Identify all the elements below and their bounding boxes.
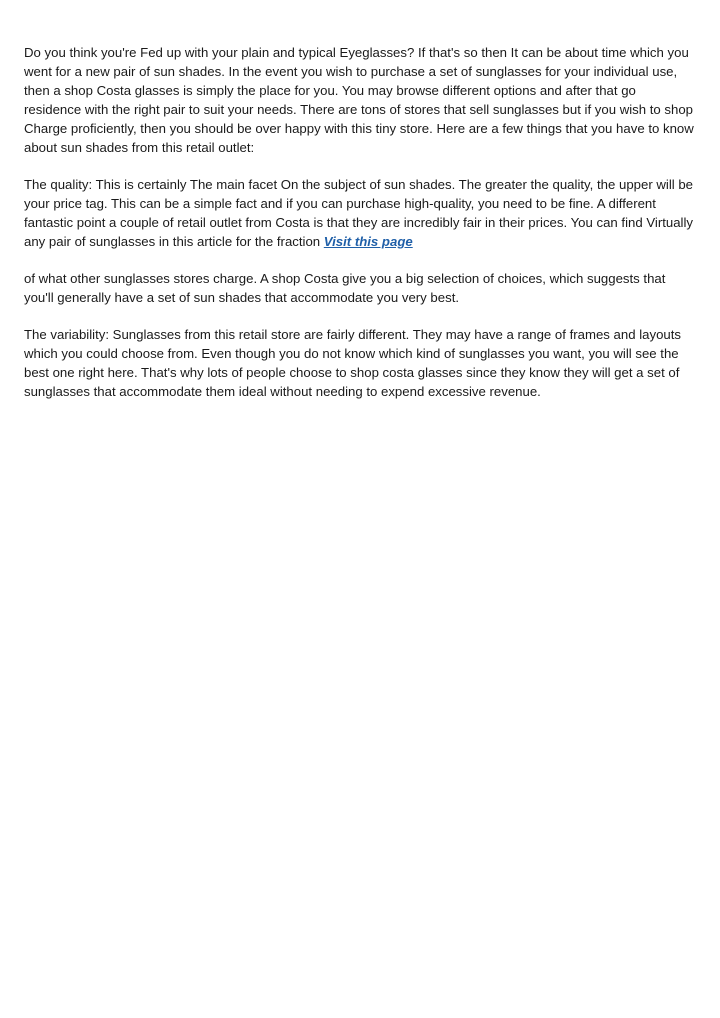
paragraph-quality [24,175,696,251]
paragraph-intro: Do you think you're Fed up with your plain and typical Eyeglasses? If that's so then It can be about time which you went for a new pair of sun shades. In the event you wish to purchase a set of sunglasses for your individual use, then a shop Costa glasses is simply the place for you. You may browse different options and after that go residence with the right pair to suit your needs. There are tons of stores that sell sunglasses but if you wish to shop Charge proficiently, then you should be over happy with this tiny store. Here are a few things that you have to know about sun shades from this retail outlet: [24,45,694,155]
paragraph-quality-text: The quality: This is certainly The main facet On the subject of sun shades. The greater the quality, the upper will be your price tag. This can be a simple fact and if you can purchase high-quality, you need to be fine. A different fantastic point a couple of retail outlet from Costa is that they are incredibly fair in their prices. You can find Virtually any pair of sunglasses in this article for the fraction [24,177,694,249]
article-body [24,43,696,419]
visit-page-link[interactable]: Visit this page [323,234,413,249]
paragraph-charge: of what other sunglasses stores charge. A shop Costa give you a big selection of choices, which suggests that you'll generally have a set of sun shades that accommodate you very best. [24,271,666,305]
paragraph-variability: The variability: Sunglasses from this retail store are fairly different. They may have a range of frames and layouts which you could choose from. Even though you do not know which kind of sunglasses you want, you will see the best one right here. That's why lots of people choose to shop costa glasses since they know they will get a set of sunglasses that accommodate them ideal without needing to expend excessive revenue. [24,327,681,399]
